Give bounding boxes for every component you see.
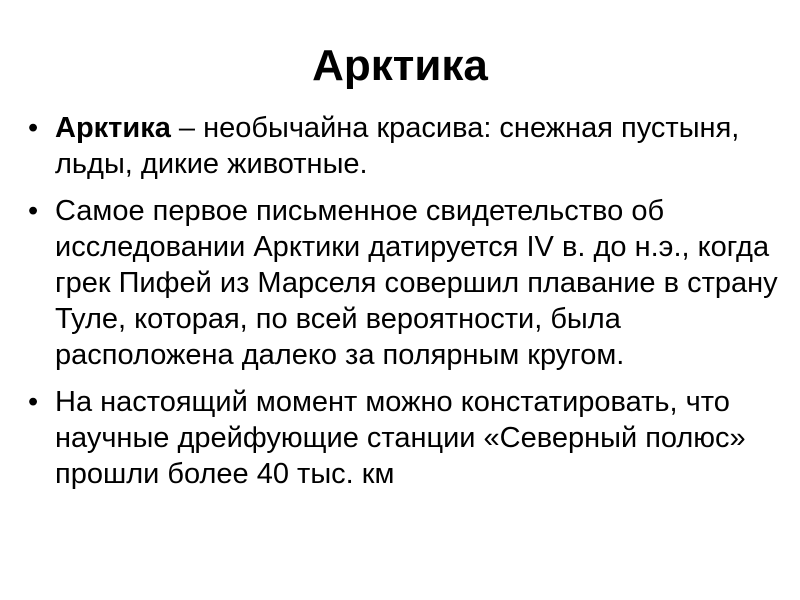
bullet-item-drift-stations [28, 384, 778, 492]
bullet-item-first-record [28, 193, 778, 373]
bullet-text: Самое первое письменное свидетельство об исследовании Арктики датируется IV в. до н.э., когда грек Пифей из Марселя совершил плавание в страну Туле, которая, по всей вероятности, была расположена далеко за полярным кругом. [55, 195, 778, 371]
bullet-dot-icon: • [28, 112, 39, 144]
bullet-term: Арктика [55, 112, 171, 144]
bullet-text: На настоящий момент можно констатировать, что научные дрейфующие станции «Северный полюс» прошли более 40 тыс. км [55, 386, 746, 490]
bullet-item-arctic-beauty [28, 110, 778, 182]
bullet-text: – необычайна красива: снежная пустыня, льды, дикие животные. [55, 112, 740, 180]
slide-title: Арктика [312, 41, 488, 90]
bullet-list [28, 110, 778, 503]
bullet-dot-icon: • [28, 386, 39, 418]
bullet-dot-icon: • [28, 195, 39, 227]
